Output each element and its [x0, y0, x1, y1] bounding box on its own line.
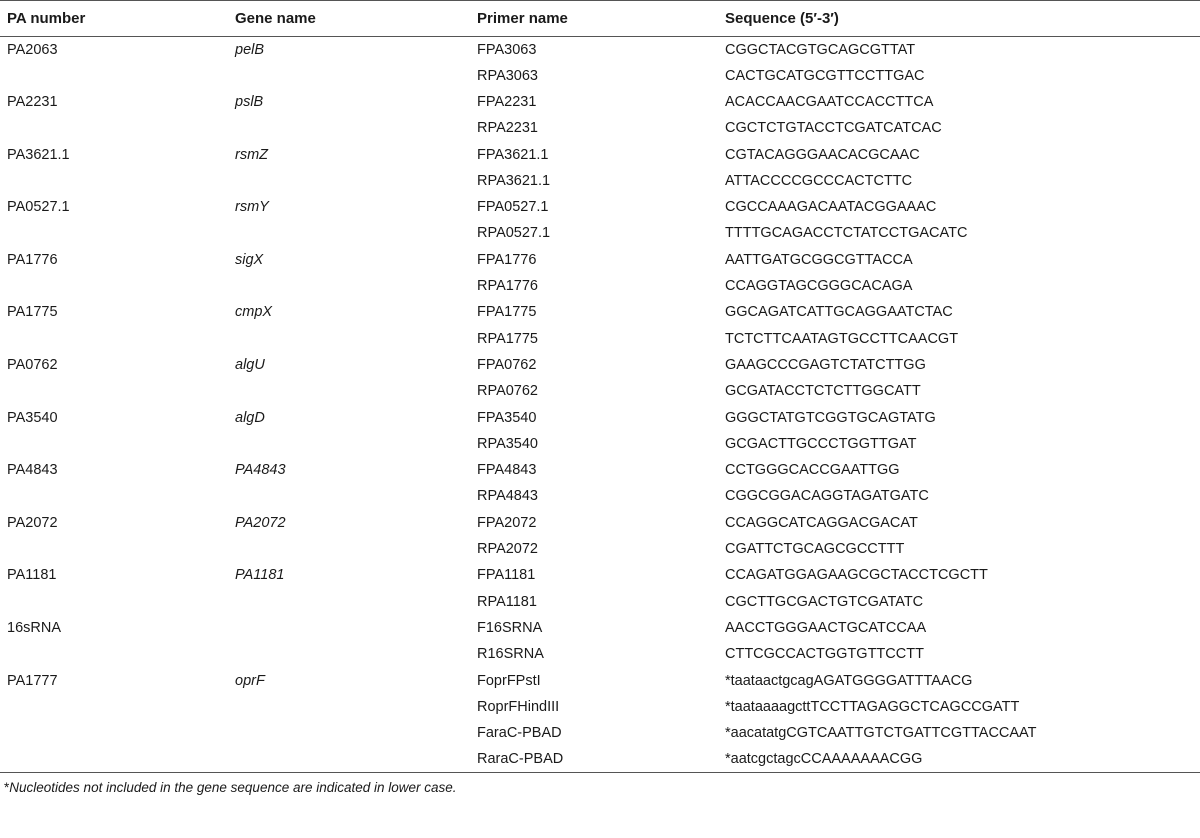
table-row — [0, 273, 1200, 299]
cell-pa-number — [0, 221, 228, 247]
cell-gene-name — [228, 536, 470, 562]
cell-primer-name: FPA3540 — [477, 409, 537, 426]
cell-pa-number — [0, 63, 228, 89]
cell-gene-name — [228, 747, 470, 773]
table-row — [0, 694, 1200, 720]
table-row — [0, 484, 1200, 510]
cell-sequence: GGGCTATGTCGGTGCAGTATG — [725, 409, 936, 426]
cell-sequence: ATTACCCCGCCCACTCTTC — [725, 172, 913, 189]
cell-sequence: CGCTCTGTACCTCGATCATCAC — [725, 120, 942, 137]
table-row — [0, 299, 1200, 325]
cell-sequence: TTTTGCAGACCTCTATCCTGACATC — [725, 225, 968, 242]
cell-gene-name: pslB — [235, 93, 264, 110]
table-footnote — [0, 773, 1200, 795]
cell-primer-name: RPA0527.1 — [477, 225, 551, 242]
cell-primer-name: R16SRNA — [477, 646, 544, 663]
cell-sequence: CGTACAGGGAACACGCAAC — [725, 146, 920, 163]
cell-sequence: CGGCGGACAGGTAGATGATC — [725, 488, 929, 505]
cell-primer-name: FPA2231 — [477, 93, 537, 110]
table-body — [0, 37, 1200, 773]
cell-sequence: GCGATACCTCTCTTGGCATT — [725, 383, 921, 400]
cell-pa-number — [0, 536, 228, 562]
cell-primer-name: FPA2072 — [477, 514, 537, 531]
table-header — [0, 1, 1200, 37]
cell-gene-name — [228, 431, 470, 457]
table-row — [0, 247, 1200, 273]
table-row — [0, 641, 1200, 667]
cell-primer-name: RPA1775 — [477, 330, 538, 347]
cell-primer-name: FPA1776 — [477, 251, 537, 268]
footnote-text: Nucleotides not included in the gene sequence are indicated in lower case. — [9, 780, 457, 796]
cell-primer-name: RPA4843 — [477, 488, 538, 505]
table-row — [0, 326, 1200, 352]
cell-sequence: CGCCAAAGACAATACGGAAAC — [725, 199, 937, 216]
footnote-marker: * — [4, 780, 10, 796]
cell-primer-name: FPA4843 — [477, 462, 537, 479]
cell-primer-name: RPA3621.1 — [477, 172, 551, 189]
cell-sequence: *aatcgctagcCCAAAAAAACGG — [725, 751, 923, 768]
cell-pa-number: PA1777 — [7, 672, 58, 689]
cell-gene-name — [228, 484, 470, 510]
table-row — [0, 194, 1200, 220]
cell-gene-name — [228, 378, 470, 404]
cell-pa-number — [0, 641, 228, 667]
cell-gene-name — [228, 720, 470, 746]
cell-pa-number — [0, 747, 228, 773]
cell-primer-name: FPA0527.1 — [477, 199, 549, 216]
cell-sequence: ACACCAACGAATCCACCTTCA — [725, 93, 934, 110]
cell-sequence: CCAGGCATCAGGACGACAT — [725, 514, 918, 531]
table-row — [0, 562, 1200, 588]
cell-pa-number: PA1776 — [7, 251, 58, 268]
table-row — [0, 89, 1200, 115]
cell-pa-number — [0, 326, 228, 352]
cell-sequence: AACCTGGGAACTGCATCCAA — [725, 619, 927, 636]
table-row — [0, 378, 1200, 404]
cell-gene-name — [228, 115, 470, 141]
cell-pa-number: PA2063 — [7, 41, 58, 58]
cell-primer-name: F16SRNA — [477, 619, 543, 636]
cell-gene-name: rsmY — [235, 199, 269, 216]
cell-sequence: TCTCTTCAATAGTGCCTTCAACGT — [725, 330, 959, 347]
cell-gene-name — [228, 615, 470, 641]
cell-sequence: CCAGGTAGCGGGCACAGA — [725, 278, 913, 295]
cell-gene-name: algU — [235, 356, 265, 373]
cell-gene-name: PA1181 — [235, 567, 285, 584]
cell-gene-name — [228, 694, 470, 720]
cell-primer-name: FoprFPstI — [477, 672, 541, 689]
header-pa-number: PA number — [7, 10, 86, 27]
cell-gene-name: pelB — [235, 41, 265, 58]
cell-sequence: CGATTCTGCAGCGCCTTT — [725, 541, 905, 558]
cell-pa-number — [0, 589, 228, 615]
cell-pa-number: PA0527.1 — [7, 199, 70, 216]
header-primer-name: Primer name — [477, 10, 568, 27]
header-gene-name: Gene name — [235, 10, 316, 27]
cell-gene-name — [228, 63, 470, 89]
cell-primer-name: FPA3621.1 — [477, 146, 549, 163]
cell-pa-number: PA2072 — [7, 514, 58, 531]
cell-primer-name: RPA2231 — [477, 120, 538, 137]
cell-primer-name: RPA1776 — [477, 278, 538, 295]
table-row — [0, 168, 1200, 194]
cell-sequence: CCTGGGCACCGAATTGG — [725, 462, 900, 479]
cell-pa-number: PA3540 — [7, 409, 58, 426]
header-sequence: Sequence (5′-3′) — [725, 10, 839, 27]
cell-sequence: GGCAGATCATTGCAGGAATCTAC — [725, 304, 953, 321]
cell-primer-name: RPA0762 — [477, 383, 538, 400]
table-row — [0, 615, 1200, 641]
table-row — [0, 510, 1200, 536]
cell-sequence: CCAGATGGAGAAGCGCTACCTCGCTT — [725, 567, 988, 584]
cell-gene-name: oprF — [235, 672, 265, 689]
table-row — [0, 457, 1200, 483]
cell-gene-name: algD — [235, 409, 265, 426]
cell-sequence: AATTGATGCGGCGTTACCA — [725, 251, 913, 268]
cell-gene-name — [228, 168, 470, 194]
cell-pa-number — [0, 694, 228, 720]
table-row — [0, 720, 1200, 746]
cell-sequence: *aacatatgCGTCAATTGTCTGATTCGTTACCAAT — [725, 725, 1037, 742]
cell-pa-number — [0, 431, 228, 457]
table-row — [0, 536, 1200, 562]
cell-pa-number — [0, 378, 228, 404]
cell-primer-name: RPA3540 — [477, 435, 538, 452]
header-row — [0, 1, 1200, 37]
cell-pa-number: PA1775 — [7, 304, 58, 321]
cell-gene-name: rsmZ — [235, 146, 269, 163]
cell-gene-name — [228, 589, 470, 615]
table-row — [0, 747, 1200, 773]
cell-gene-name: PA4843 — [235, 462, 286, 479]
cell-pa-number: PA2231 — [7, 93, 58, 110]
cell-primer-name: FPA0762 — [477, 356, 537, 373]
table-row — [0, 142, 1200, 168]
cell-gene-name — [228, 273, 470, 299]
table-row — [0, 221, 1200, 247]
table-row — [0, 589, 1200, 615]
table-row — [0, 115, 1200, 141]
cell-primer-name: FPA3063 — [477, 41, 537, 58]
cell-pa-number — [0, 168, 228, 194]
cell-sequence: GCGACTTGCCCTGGTTGAT — [725, 435, 917, 452]
cell-sequence: GAAGCCCGAGTCTATCTTGG — [725, 356, 926, 373]
cell-pa-number: 16sRNA — [7, 619, 61, 636]
cell-primer-name: RPA3063 — [477, 67, 538, 84]
cell-primer-name: RoprFHindIII — [477, 698, 560, 715]
cell-gene-name — [228, 221, 470, 247]
cell-pa-number — [0, 273, 228, 299]
cell-gene-name: PA2072 — [235, 514, 286, 531]
cell-gene-name: sigX — [235, 251, 264, 268]
cell-primer-name: FPA1775 — [477, 304, 537, 321]
cell-sequence: *taataactgcagAGATGGGGATTTAACG — [725, 672, 973, 689]
cell-primer-name: FPA1181 — [477, 567, 536, 584]
cell-pa-number: PA1181 — [7, 567, 57, 584]
cell-primer-name: FaraC-PBAD — [477, 725, 562, 742]
table-row — [0, 431, 1200, 457]
cell-primer-name: RPA1181 — [477, 593, 537, 610]
cell-sequence: CGCTTGCGACTGTCGATATC — [725, 593, 924, 610]
cell-sequence: CACTGCATGCGTTCCTTGAC — [725, 67, 925, 84]
cell-primer-name: RPA2072 — [477, 541, 538, 558]
cell-gene-name: cmpX — [235, 304, 273, 321]
cell-pa-number — [0, 115, 228, 141]
cell-primer-name: RaraC-PBAD — [477, 751, 564, 768]
cell-pa-number — [0, 484, 228, 510]
cell-gene-name — [228, 641, 470, 667]
table-row — [0, 63, 1200, 89]
cell-sequence: CGGCTACGTGCAGCGTTAT — [725, 41, 916, 58]
cell-pa-number: PA4843 — [7, 462, 58, 479]
cell-sequence: CTTCGCCACTGGTGTTCCTT — [725, 646, 924, 663]
cell-sequence: *taataaaagcttTCCTTAGAGGCTCAGCCGATT — [725, 698, 1020, 715]
cell-pa-number: PA0762 — [7, 356, 58, 373]
cell-gene-name — [228, 326, 470, 352]
table-row — [0, 668, 1200, 694]
cell-pa-number: PA3621.1 — [7, 146, 70, 163]
table-row — [0, 352, 1200, 378]
table-row — [0, 405, 1200, 431]
table-row — [0, 37, 1200, 63]
cell-pa-number — [0, 720, 228, 746]
